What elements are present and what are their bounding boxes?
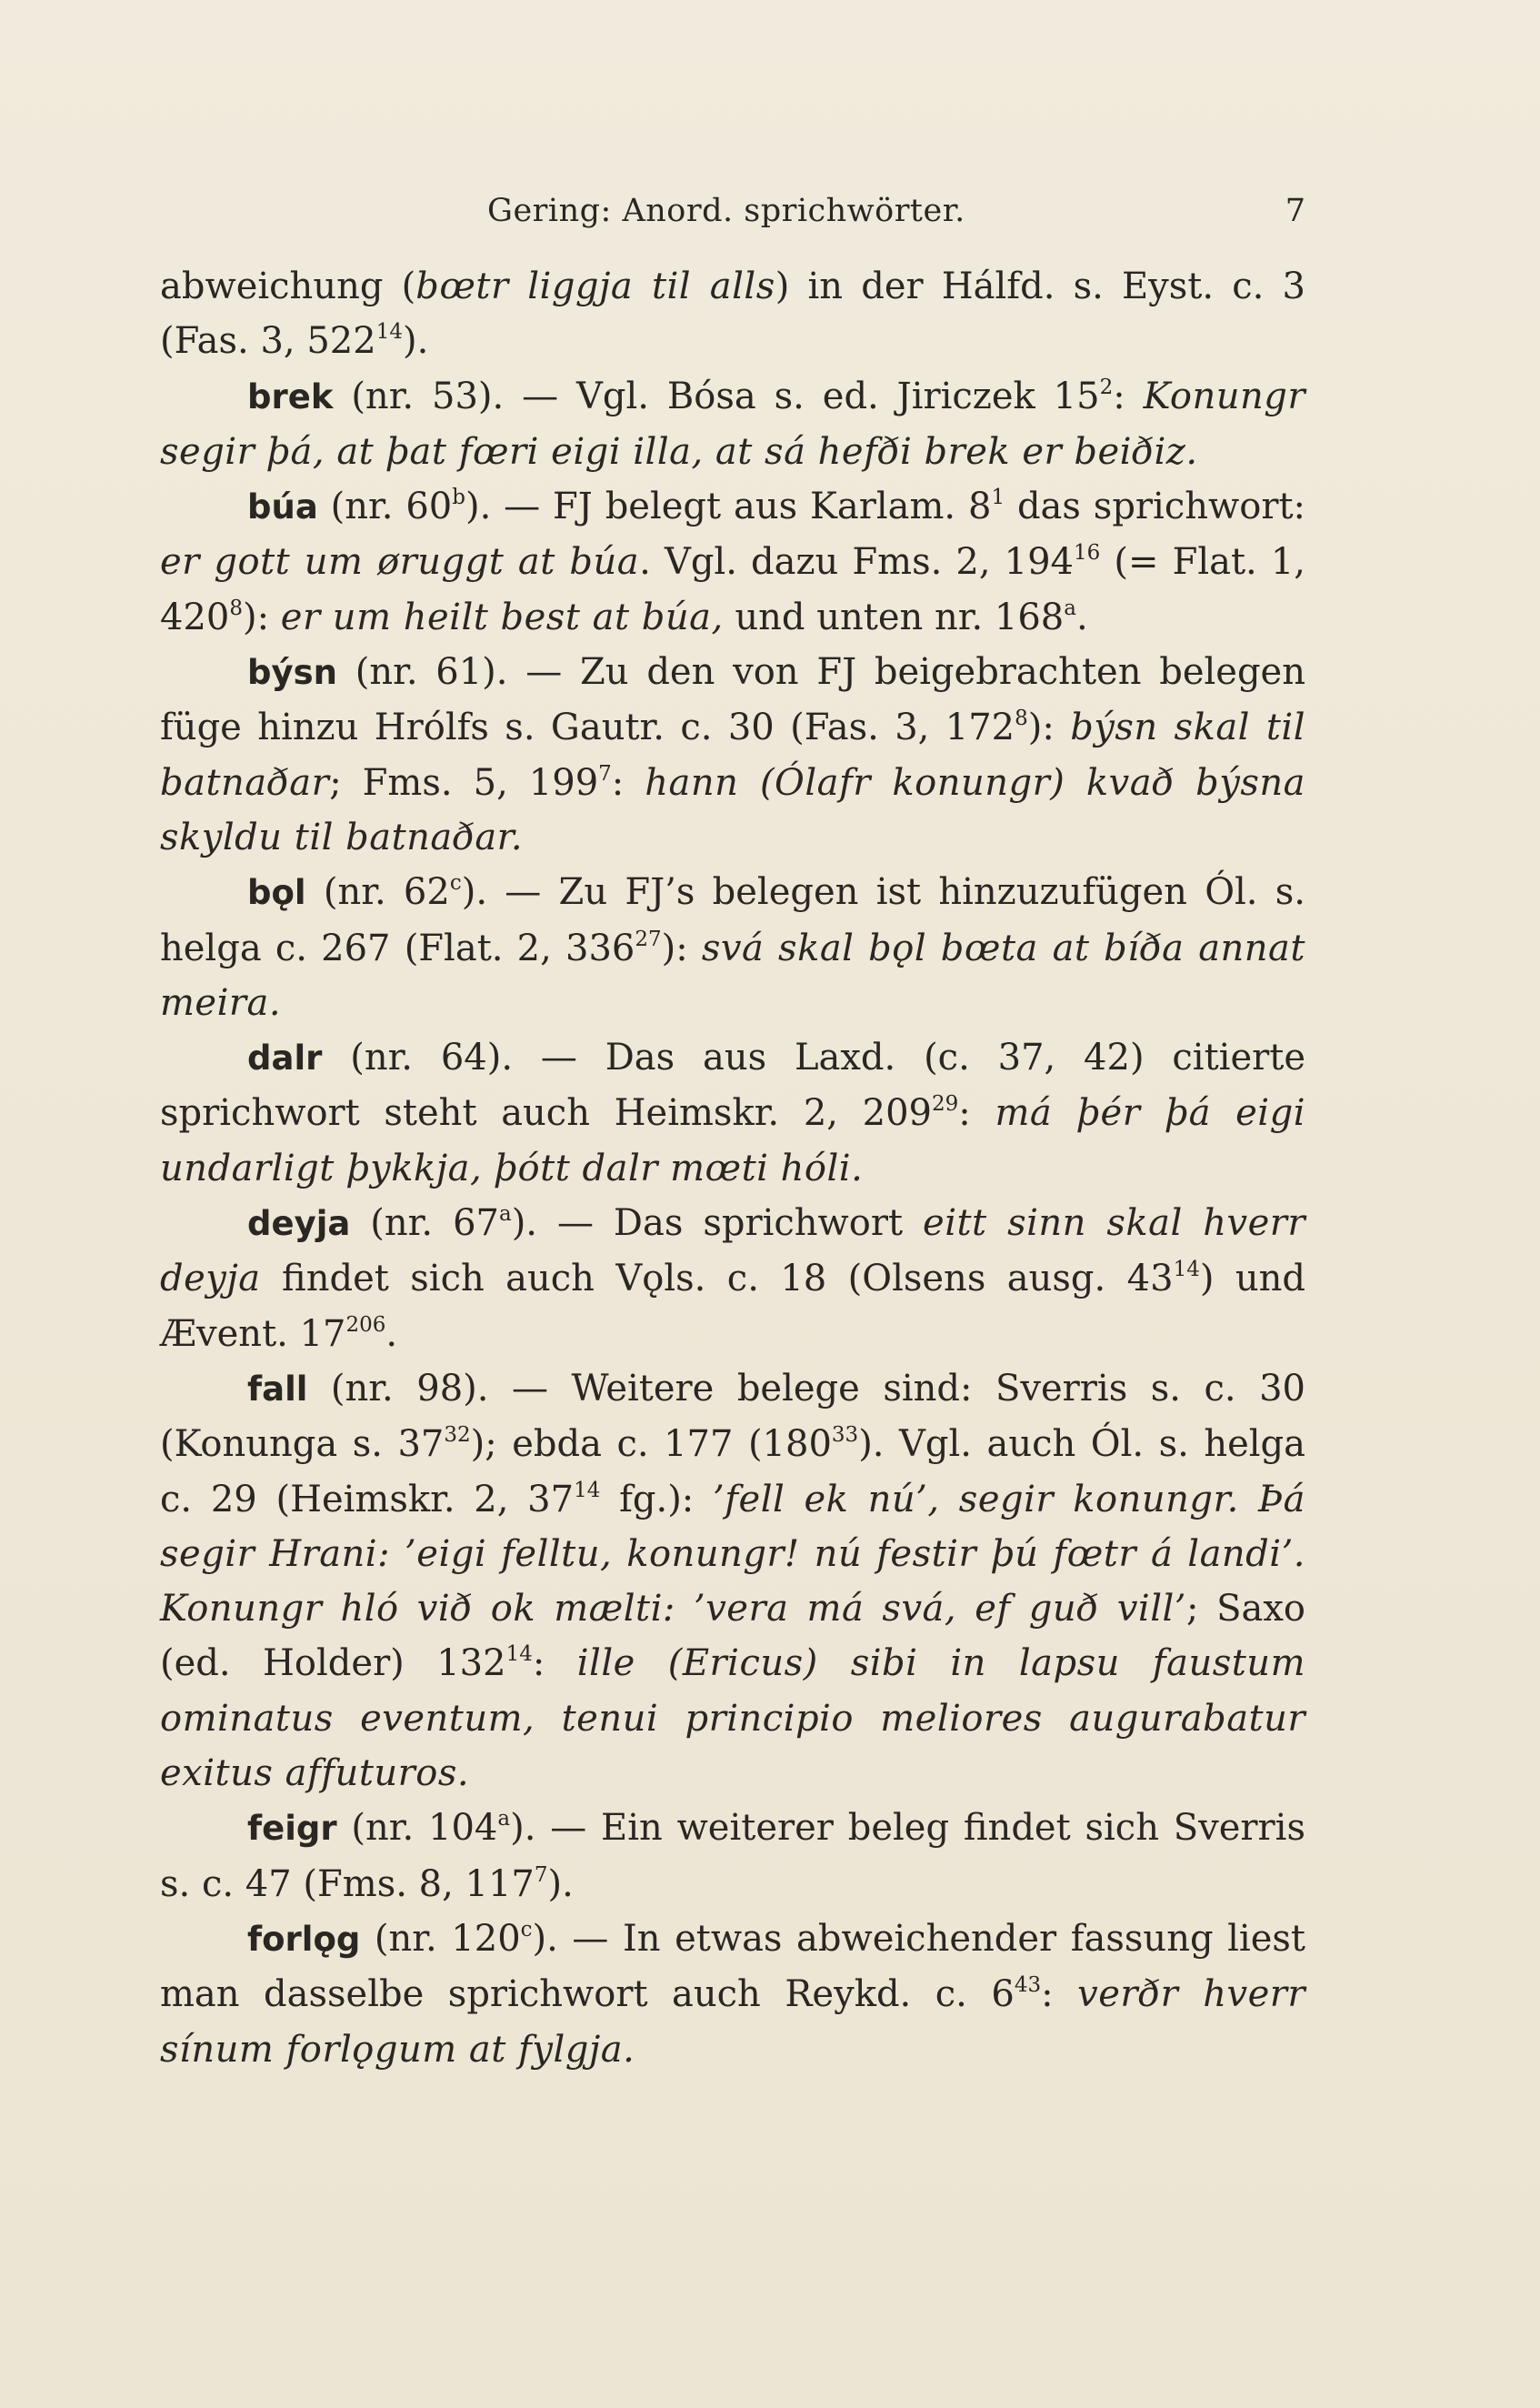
page-header — [160, 193, 1305, 240]
entry-brek: brek (nr. 53). — Vgl. Bósa s. ed. Jiriczek $15^2$: Konungr segir þá, at þat fœri eigi illa, at sá hefði brek er beiðiz. — [160, 375, 1305, 473]
headword: búa — [247, 487, 318, 527]
entry-bysn: býsn (nr. 61). — Zu den von FJ beigebrachten belegen füge hinzu Hrólfs s. Gautr. c. 30 (Fas. 3, $172^8$): býsn skal til batnaðar; Fms. 5, $199^7$: hann (Ólafr konungr) kvað býsna skyldu til batnaðar. — [160, 651, 1305, 858]
headword: bǫl — [247, 873, 306, 913]
headword: deyja — [247, 1204, 351, 1244]
body-text — [160, 259, 1305, 2077]
headword: dalr — [247, 1038, 323, 1079]
headword: feigr — [247, 1809, 337, 1849]
entry-bua: búa (nr. 60$^b$). — FJ belegt aus Karlam. $8^1$ das sprichwort: er gott um øruggt at búa. Vgl. dazu Fms. 2, $194^{16}$ (= Flat. 1, $420^8$): er um heilt best at búa, und unten nr. 168$^a$. — [160, 486, 1305, 638]
entry-fall: fall (nr. 98). — Weitere belege sind: Sverris s. c. 30 (Konunga s. $37^{32}$); ebda c. 177 $(180^{33})$. Vgl. auch Ól. s. helga c. 29 (Heimskr. 2, $37^{14}$ fg.): ’fell ek nú’, segir konungr. Þá segir Hrani: ’eigi felltu, konungr! nú festir þú fœtr á landi’. Konungr hló við ok mælti: ’vera má svá, ef guð vill’; Saxo (ed. Holder) $132^{14}$: ille (Ericus) sibi in lapsu faustum ominatus eventum, tenui principio meliores augurabatur exitus affuturos. — [160, 1367, 1306, 1795]
entry-deyja: deyja (nr. 67$^a$). — Das sprichwort eitt sinn skal hverr deyja findet sich auch Vǫls. c. 18 (Olsens ausg. $43^{14}$) und Ævent. $17^{206}$. — [160, 1202, 1306, 1355]
headword: forlǫg — [247, 1919, 361, 1959]
headword: fall — [247, 1369, 308, 1409]
entry-continuation: abweichung (bœtr liggja til alls) in der Hálfd. s. Eyst. c. 3 (Fas. 3, $522^{14}$). — [160, 266, 1305, 363]
running-head: Gering: Anord. sprichwörter. — [487, 193, 965, 229]
headword: býsn — [247, 653, 337, 693]
entry-bol: bǫl (nr. 62$^c$). — Zu FJ’s belegen ist hinzuzufügen Ól. s. helga c. 267 (Flat. 2, $336^{27}$): svá skal bǫl bœta at bíða annat meira. — [160, 871, 1306, 1024]
page-number: 7 — [1285, 193, 1305, 229]
headword: brek — [247, 376, 334, 416]
entry-feigr: feigr (nr. 104$^a$). — Ein weiterer beleg findet sich Sverris s. c. 47 (Fms. 8, $117^7$). — [160, 1807, 1305, 1905]
entry-dalr: dalr (nr. 64). — Das aus Laxd. (c. 37, 42) citierte sprichwort steht auch Heimskr. 2, $209^{29}$: má þér þá eigi undarligt þykkja, þótt dalr mœti hóli. — [160, 1037, 1306, 1189]
entry-forlog: forlǫg (nr. 120$^c$). — In etwas abweichender fassung liest man dasselbe sprichwort auch Reykd. c. $6^{43}$: verðr hverr sínum forlǫgum at fylgja. — [160, 1917, 1305, 2071]
